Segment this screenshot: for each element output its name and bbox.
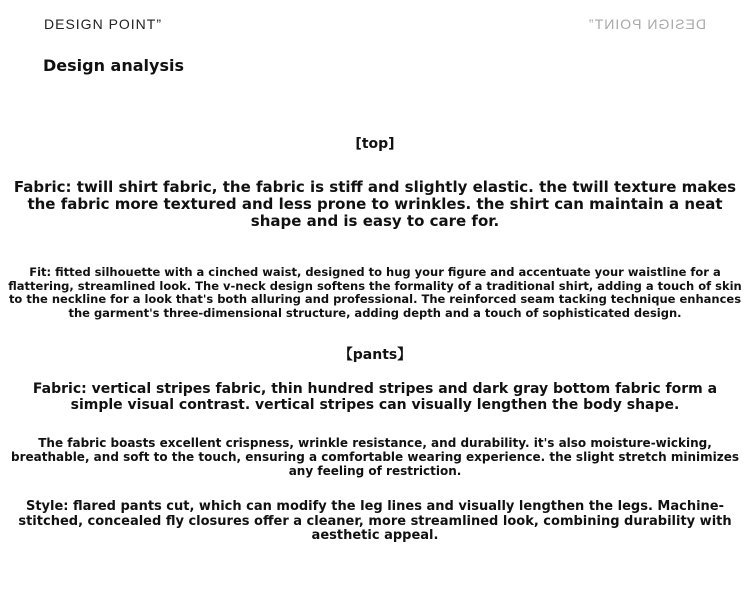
pants-fabric-paragraph: Fabric: vertical stripes fabric, thin hundred stripes and dark gray bottom fabric form a simple visual contrast. vertical stripes can visually lengthen the body shape.: [32, 381, 718, 413]
pants-style-paragraph: Style: flared pants cut, which can modify the leg lines and visually lengthen the legs. Machine-stitched, concealed fly closures offer a cleaner, more streamlined look, combining durability with aesthetic appeal.: [18, 499, 732, 543]
top-fabric-paragraph: Fabric: twill shirt fabric, the fabric is stiff and slightly elastic. the twill texture makes the fabric more textured and less prone to wrinkles. the shirt can maintain a neat shape and is easy to care for.: [13, 178, 737, 230]
pants-description-paragraph: The fabric boasts excellent crispness, wrinkle resistance, and durability. it's also moisture-wicking, breathable, and soft to the touch, ensuring a comfortable wearing experience. the slight stretch minimizes any feeling of restriction.: [10, 436, 740, 478]
page-title: Design analysis: [43, 56, 184, 75]
top-fit-paragraph: Fit: fitted silhouette with a cinched waist, designed to hug your figure and accentuate your waistline for a flattering, streamlined look. The v-neck design softens the formality of a traditional shirt, adding a touch of skin to the neckline for a look that's both alluring and professional. The reinforced seam tacking technique enhances the garment's three-dimensional structure, adding depth and a touch of sophisticated design.: [8, 265, 742, 320]
pants-section-label: 【pants】: [338, 347, 412, 363]
brand-logo-text: DESIGN POINT”: [44, 16, 163, 32]
brand-logo-mirrored: DESIGN POINT”: [587, 16, 706, 32]
top-section-label: [top]: [355, 136, 395, 152]
